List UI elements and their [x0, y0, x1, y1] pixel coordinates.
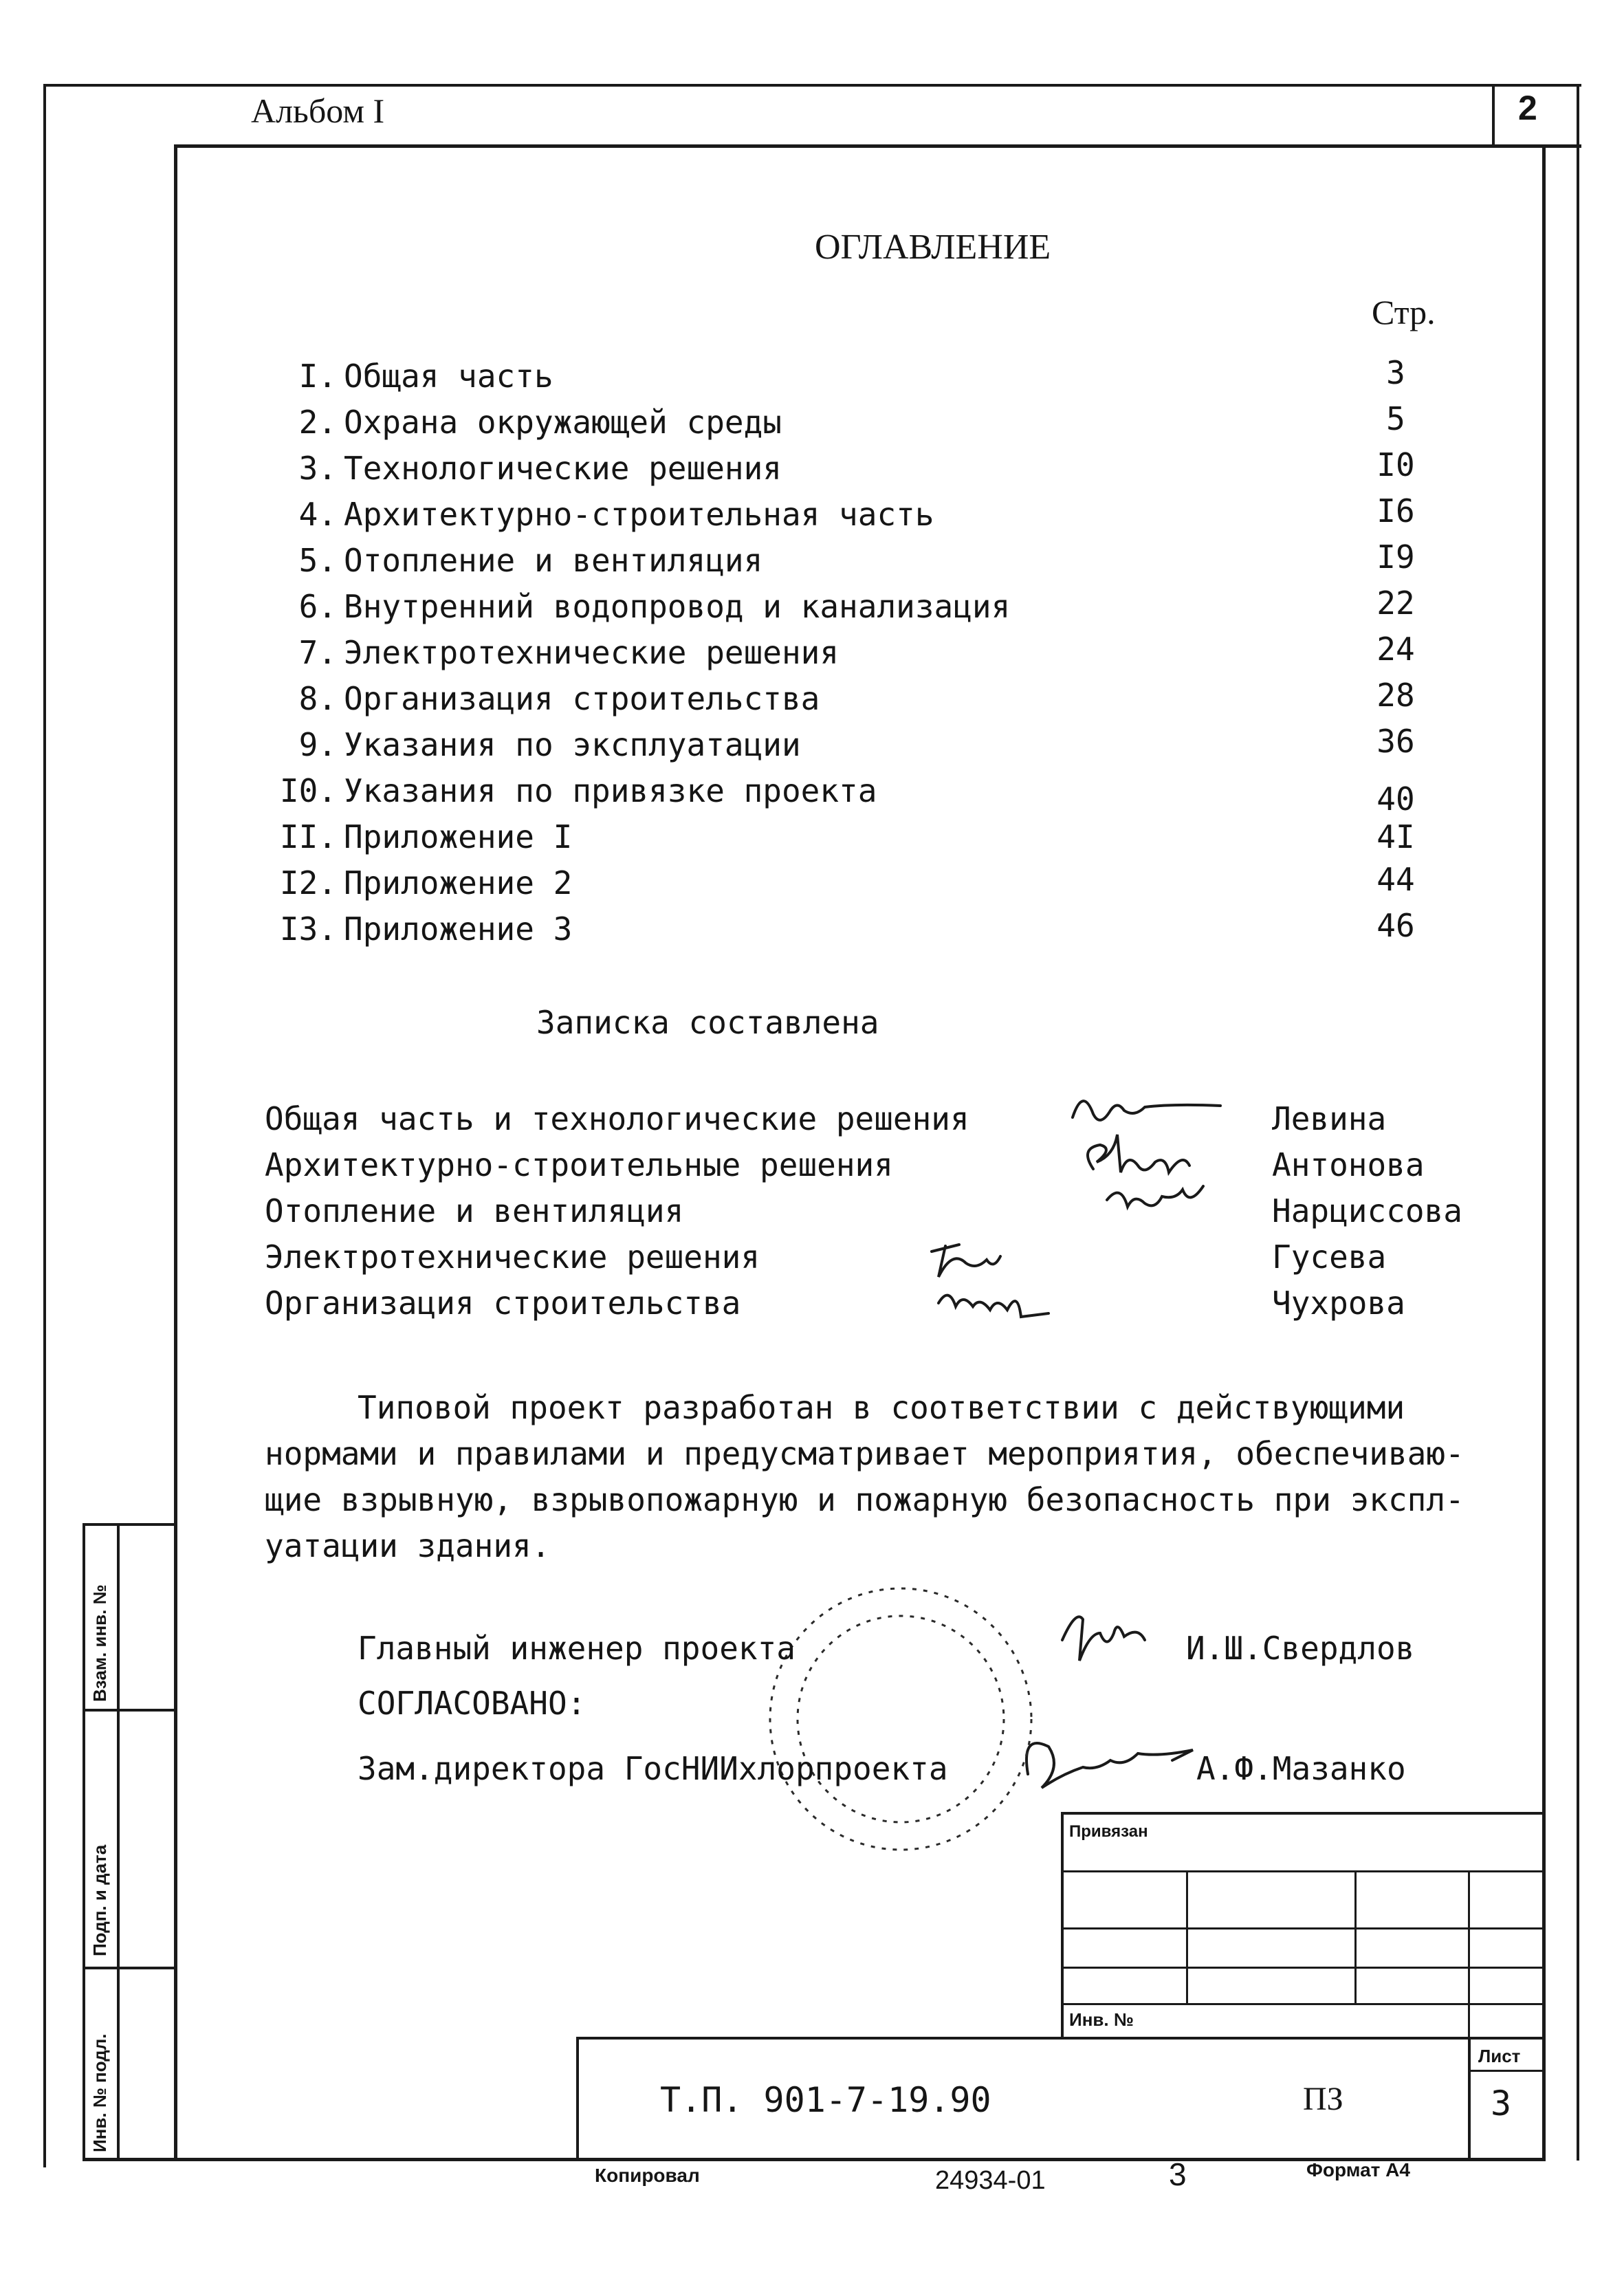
- toc-item-page: 3: [1386, 354, 1405, 391]
- signature-chukhrova: [939, 1295, 1049, 1317]
- tb-row3: [1062, 1967, 1544, 1969]
- statement-line: Типовой проект разработан в соответствии с действующими: [358, 1389, 1405, 1426]
- tb-sheet-row: [1468, 2070, 1544, 2072]
- toc-item-number: 5.: [298, 542, 337, 579]
- side-stamp-field3: Инв. № подл.: [89, 2033, 110, 2152]
- sheet-box-left: [1492, 84, 1495, 146]
- tb-doc-code: Т.П. 901-7-19.90: [660, 2080, 991, 2120]
- signature-antonova: [1088, 1135, 1189, 1172]
- author-name: Нарциссова: [1272, 1192, 1462, 1229]
- toc-item-title: Отопление и вентиляция: [344, 542, 763, 579]
- inner-border-top: [175, 144, 1581, 148]
- toc-item-title: Указания по эксплуатации: [344, 726, 801, 763]
- toc-item-page: 22: [1376, 584, 1415, 622]
- tb-section-code: ПЗ: [1303, 2081, 1343, 2117]
- toc-item-page: 4I: [1376, 818, 1415, 855]
- toc-item-title: Приложение 2: [344, 864, 573, 901]
- side-stamp-h3: [83, 1967, 175, 1969]
- chief-engineer-label: Главный инженер проекта: [358, 1630, 795, 1667]
- toc-item-title: Приложение I: [344, 818, 573, 855]
- toc-item-title: Приложение 3: [344, 910, 573, 948]
- author-name: Гусева: [1272, 1238, 1387, 1276]
- inner-border-right: [1542, 144, 1546, 2161]
- album-label: Альбом I: [251, 91, 385, 130]
- tb-sheet-value: 3: [1491, 2084, 1512, 2123]
- toc-item-title: Электротехнические решения: [344, 634, 840, 671]
- toc-item-number: II.: [279, 818, 337, 855]
- outer-border-left: [43, 84, 46, 2167]
- toc-item-title: Архитектурно-строительная часть: [344, 496, 934, 533]
- toc-item-number: 4.: [298, 496, 337, 533]
- author-section: Отопление и вентиляция: [265, 1192, 684, 1229]
- tb-sheet-col: [1468, 2037, 1471, 2161]
- toc-item-page: 5: [1386, 400, 1405, 437]
- footer-copied: Копировал: [595, 2165, 700, 2186]
- inner-border-right-outer: [1577, 84, 1579, 2161]
- toc-item-page: I6: [1376, 492, 1415, 529]
- side-stamp-left: [83, 1523, 85, 2161]
- toc-item-page: I0: [1376, 446, 1415, 483]
- tb-sheet-label: Лист: [1478, 2046, 1521, 2066]
- inner-border-left: [174, 144, 177, 2161]
- toc-item-page: 46: [1376, 907, 1415, 944]
- deputy-director-name: А.Ф.Мазанко: [1196, 1750, 1406, 1787]
- side-stamp-h1: [83, 1523, 175, 1526]
- toc-item-number: I3.: [279, 910, 337, 948]
- agreed-label: СОГЛАСОВАНО:: [358, 1685, 586, 1722]
- statement-line: уатации здания.: [265, 1527, 551, 1564]
- author-section: Общая часть и технологические решения: [265, 1100, 969, 1137]
- footer-format: Формат А4: [1306, 2159, 1410, 2180]
- signature-sverdlov: [1062, 1617, 1145, 1661]
- tb-bound-label: Привязан: [1069, 1822, 1148, 1841]
- toc-title: ОГЛАВЛЕНИЕ: [815, 228, 1051, 267]
- toc-item-page: I9: [1376, 538, 1415, 576]
- tb-inv-label: Инв. №: [1069, 2009, 1134, 2030]
- tb-col2: [1354, 1870, 1357, 2004]
- stamp-seal: [770, 1588, 1031, 1850]
- deputy-director-label: Зам.директора ГосНИИхлорпроекта: [358, 1750, 948, 1787]
- toc-item-title: Указания по привязке проекта: [344, 772, 877, 809]
- outer-border-top: [45, 84, 1581, 87]
- tb-col1: [1186, 1870, 1188, 2004]
- author-name: Антонова: [1272, 1146, 1425, 1183]
- toc-item-title: Технологические решения: [344, 450, 782, 487]
- tb-top: [1062, 1812, 1544, 1815]
- statement-line: щие взрывную, взрывопожарную и пожарную безопасность при экспл-: [265, 1481, 1464, 1518]
- statement-line: нормами и правилами и предусматривает мероприятия, обеспечиваю-: [265, 1435, 1464, 1472]
- toc-item-title: Общая часть: [344, 358, 553, 395]
- toc-item-number: 8.: [298, 680, 337, 717]
- side-stamp-right: [117, 1523, 120, 2161]
- footer-page: 3: [1169, 2156, 1187, 2192]
- toc-item-number: I.: [298, 358, 337, 395]
- author-name: Чухрова: [1272, 1284, 1405, 1322]
- signature-mazanko: [1027, 1743, 1193, 1788]
- toc-page-header: Стр.: [1372, 293, 1436, 331]
- header-sheet-number: 2: [1518, 89, 1537, 127]
- authors-title: Записка составлена: [536, 1004, 879, 1041]
- toc-item-number: 9.: [298, 726, 337, 763]
- side-stamp-field2: Подп. и дата: [89, 1844, 110, 1956]
- tb-main-left: [576, 2037, 579, 2161]
- signature-nartsissova: [1107, 1186, 1203, 1207]
- tb-row4: [1062, 2003, 1544, 2005]
- toc-item-number: I2.: [279, 864, 337, 901]
- toc-item-page: 24: [1376, 631, 1415, 668]
- signature-guseva: [932, 1245, 1000, 1277]
- toc-item-number: I0.: [279, 772, 337, 809]
- signature-levina: [1073, 1101, 1220, 1120]
- toc-item-number: 2.: [298, 404, 337, 441]
- toc-item-number: 6.: [298, 588, 337, 625]
- toc-item-page: 40: [1376, 780, 1415, 818]
- toc-item-number: 7.: [298, 634, 337, 671]
- side-stamp-field1: Взам. инв. №: [89, 1584, 110, 1702]
- tb-col3: [1468, 1870, 1470, 2039]
- toc-item-title: Организация строительства: [344, 680, 820, 717]
- tb-main-top: [578, 2037, 1544, 2040]
- side-stamp-h2: [83, 1709, 175, 1712]
- author-name: Левина: [1272, 1100, 1387, 1137]
- toc-item-number: 3.: [298, 450, 337, 487]
- author-section: Архитектурно-строительные решения: [265, 1146, 893, 1183]
- toc-item-page: 36: [1376, 723, 1415, 760]
- toc-item-title: Внутренний водопровод и канализация: [344, 588, 1011, 625]
- author-section: Электротехнические решения: [265, 1238, 760, 1276]
- footer-archive-code: 24934-01: [935, 2166, 1046, 2195]
- toc-item-page: 44: [1376, 861, 1415, 898]
- tb-row1: [1062, 1870, 1544, 1872]
- toc-item-page: 28: [1376, 677, 1415, 714]
- author-section: Организация строительства: [265, 1284, 741, 1322]
- tb-row2: [1062, 1927, 1544, 1929]
- chief-engineer-name: И.Ш.Свердлов: [1186, 1630, 1415, 1667]
- toc-item-title: Охрана окружающей среды: [344, 404, 782, 441]
